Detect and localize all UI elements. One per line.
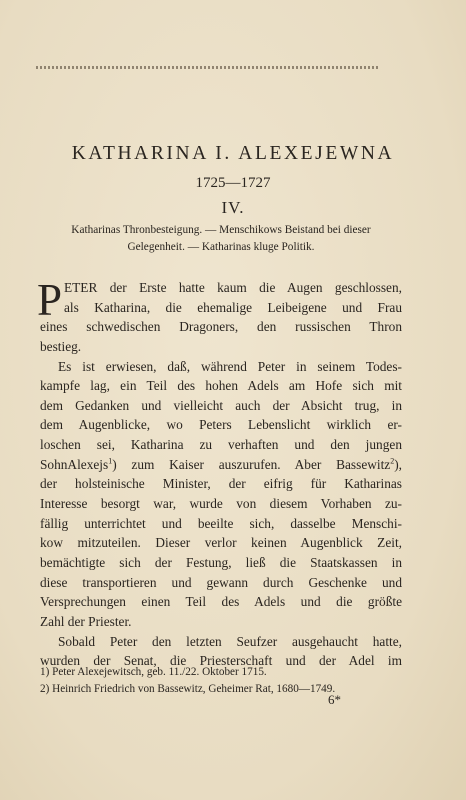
text-line: dem Augenblicke, wo Peters Lebenslicht wirklich er- (40, 417, 402, 433)
footnote-1: 1) Peter Alexejewitsch, geb. 11./22. Oktober 1715. (40, 666, 267, 678)
chapter-number: IV. (221, 198, 245, 217)
text-line: Zahl der Priester. (40, 613, 132, 629)
drop-cap: P (37, 275, 63, 325)
text-line: eines schwedischen Dragoners, den russischen Thron (40, 319, 402, 335)
text-segment: ) zum Kaiser auszurufen. Aber Bassewitz (112, 456, 391, 472)
text-line: kampfe lag, ein Teil des hohen Adels am Hofe sich mit (40, 378, 402, 394)
text-line: Es ist erwiesen, daß, während Peter in seinem Todes- (58, 358, 402, 374)
text-line: fällig unterrichtet und beeilte sich, dasselbe Menschi- (40, 515, 402, 531)
chapter-title: KATHARINA I. ALEXEJEWNA (71, 143, 395, 164)
header-ornament-rule (36, 66, 380, 69)
text-line: loschen sei, Katharina zu verhaften und den jungen (40, 437, 402, 453)
text-segment: SohnAlexejs (40, 456, 109, 472)
paragraph-2 (40, 357, 402, 632)
text-line: kow mitzuteilen. Dieser verlor keinen Augenblick Zeit, (40, 535, 402, 551)
text-line: ETER der Erste hatte kaum die Augen geschlossen, (64, 280, 402, 295)
text-line: Versprechungen einen Teil des Adels und die größte (40, 594, 402, 610)
text-line: dem Gedanken und vielleicht auch der Absicht trug, in (40, 397, 402, 413)
text-line-with-footnotes (40, 455, 402, 475)
chapter-summary (40, 222, 402, 256)
text-segment: ), (394, 456, 402, 472)
reign-years: 1725—1727 (195, 175, 271, 191)
text-line: als Katharina, die ehemalige Leibeigene und Frau (64, 299, 402, 315)
summary-line: Katharinas Thronbesteigung. — Menschikows Beistand bei dieser (71, 224, 371, 236)
footnote-2: 2) Heinrich Friedrich von Bassewitz, Geheimer Rat, 1680—1749. (40, 683, 336, 695)
text-line: bemächtigte sich der Festung, ließ die Staatskassen in (40, 554, 402, 570)
paragraph-1 (37, 275, 402, 357)
footnote-ref-2: 2 (390, 456, 395, 466)
text-line: Interesse besorgt war, wurde von diesem Vorhaben zu- (40, 496, 402, 512)
footnotes (40, 664, 402, 698)
text-line: bestieg. (40, 338, 82, 354)
text-line: wurden der Senat, die Priesterschaft und der Adel im (40, 653, 402, 669)
summary-line: Gelegenheit. — Katharinas kluge Politik. (127, 241, 315, 253)
page-number: 6* (328, 692, 341, 707)
body-text (37, 275, 402, 671)
text-line: diese transportieren und gewann durch Geschenke und (40, 574, 402, 590)
footnote-ref-1: 1 (108, 456, 113, 466)
text-line: der holsteinische Minister, der eifrig für Katharinas (40, 476, 402, 492)
text-line: Sobald Peter den letzten Seufzer ausgehaucht hatte, (58, 633, 402, 649)
